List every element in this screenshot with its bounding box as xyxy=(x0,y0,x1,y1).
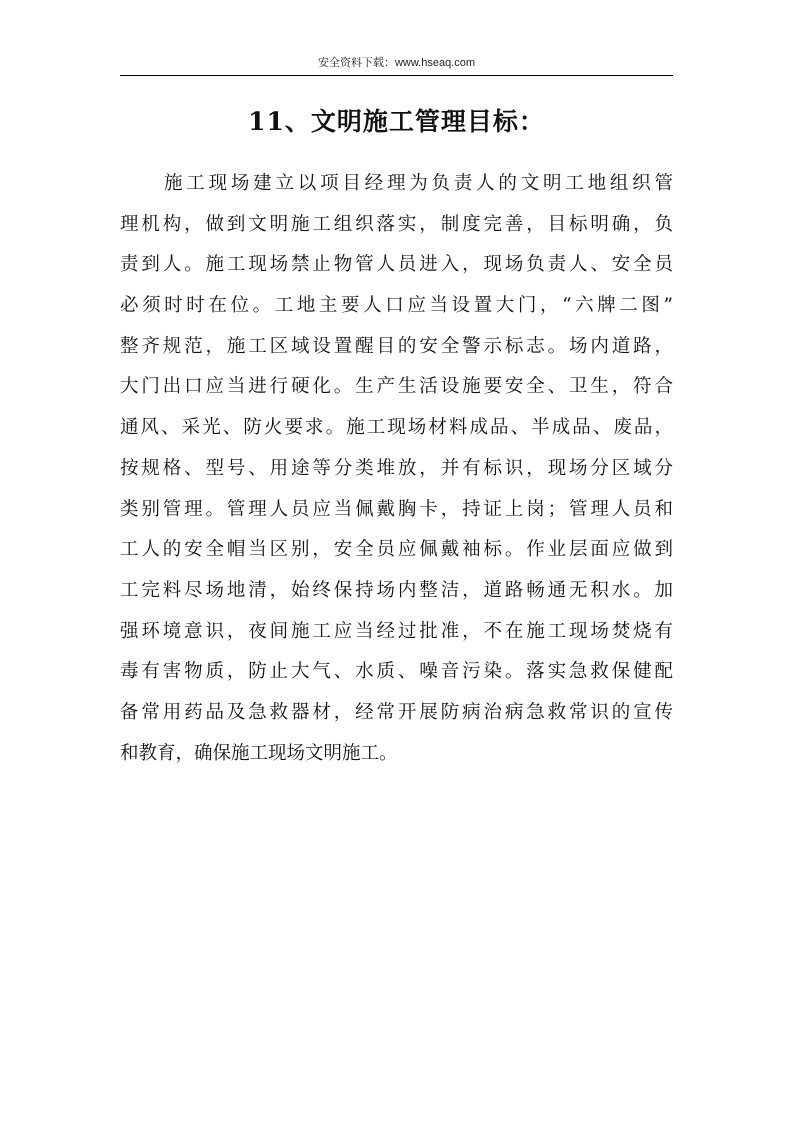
paragraph-line: 通风、采光、防火要求。施工现场材料成品、半成品、废品， xyxy=(120,417,673,439)
header-divider xyxy=(120,75,673,76)
paragraph-line: 整齐规范，施工区域设置醒目的安全警示标志。场内道路， xyxy=(120,335,673,357)
paragraph-line: 和教育，确保施工现场文明施工。 xyxy=(120,742,398,764)
paragraph-line: 必须时时在位。工地主要人口应当设置大门，“六牌二图” xyxy=(120,295,673,317)
paragraph-line: 施工现场建立以项目经理为负责人的文明工地组织管 xyxy=(164,173,673,194)
paragraph-line: 工人的安全帽当区别，安全员应佩戴袖标。作业层面应做到 xyxy=(120,539,673,561)
paragraph-line: 理机构，做到文明施工组织落实，制度完善，目标明确，负 xyxy=(120,213,673,235)
paragraph-line: 责到人。施工现场禁止物管人员进入，现场负责人、安全员 xyxy=(120,254,673,276)
body-paragraph xyxy=(120,164,673,774)
paragraph-line: 类别管理。管理人员应当佩戴胸卡，持证上岗；管理人员和 xyxy=(120,498,673,520)
paragraph-line: 工完料尽场地清，始终保持场内整洁，道路畅通无积水。加 xyxy=(120,579,673,601)
paragraph-line: 毒有害物质，防止大气、水质、噪音污染。落实急救保健配 xyxy=(120,661,673,683)
header-text: 安全资料下载：www.hseaq.com xyxy=(317,57,476,69)
paragraph-line: 按规格、型号、用途等分类堆放，并有标识，现场分区域分 xyxy=(120,457,673,479)
paragraph-line: 备常用药品及急救器材，经常开展防病治病急救常识的宣传 xyxy=(120,701,673,723)
paragraph-line: 大门出口应当进行硬化。生产生活设施要安全、卫生，符合 xyxy=(120,376,673,398)
paragraph-line: 强环境意识，夜间施工应当经过批准，不在施工现场焚烧有 xyxy=(120,620,673,642)
document-title: 11、文明施工管理目标： xyxy=(248,107,545,136)
